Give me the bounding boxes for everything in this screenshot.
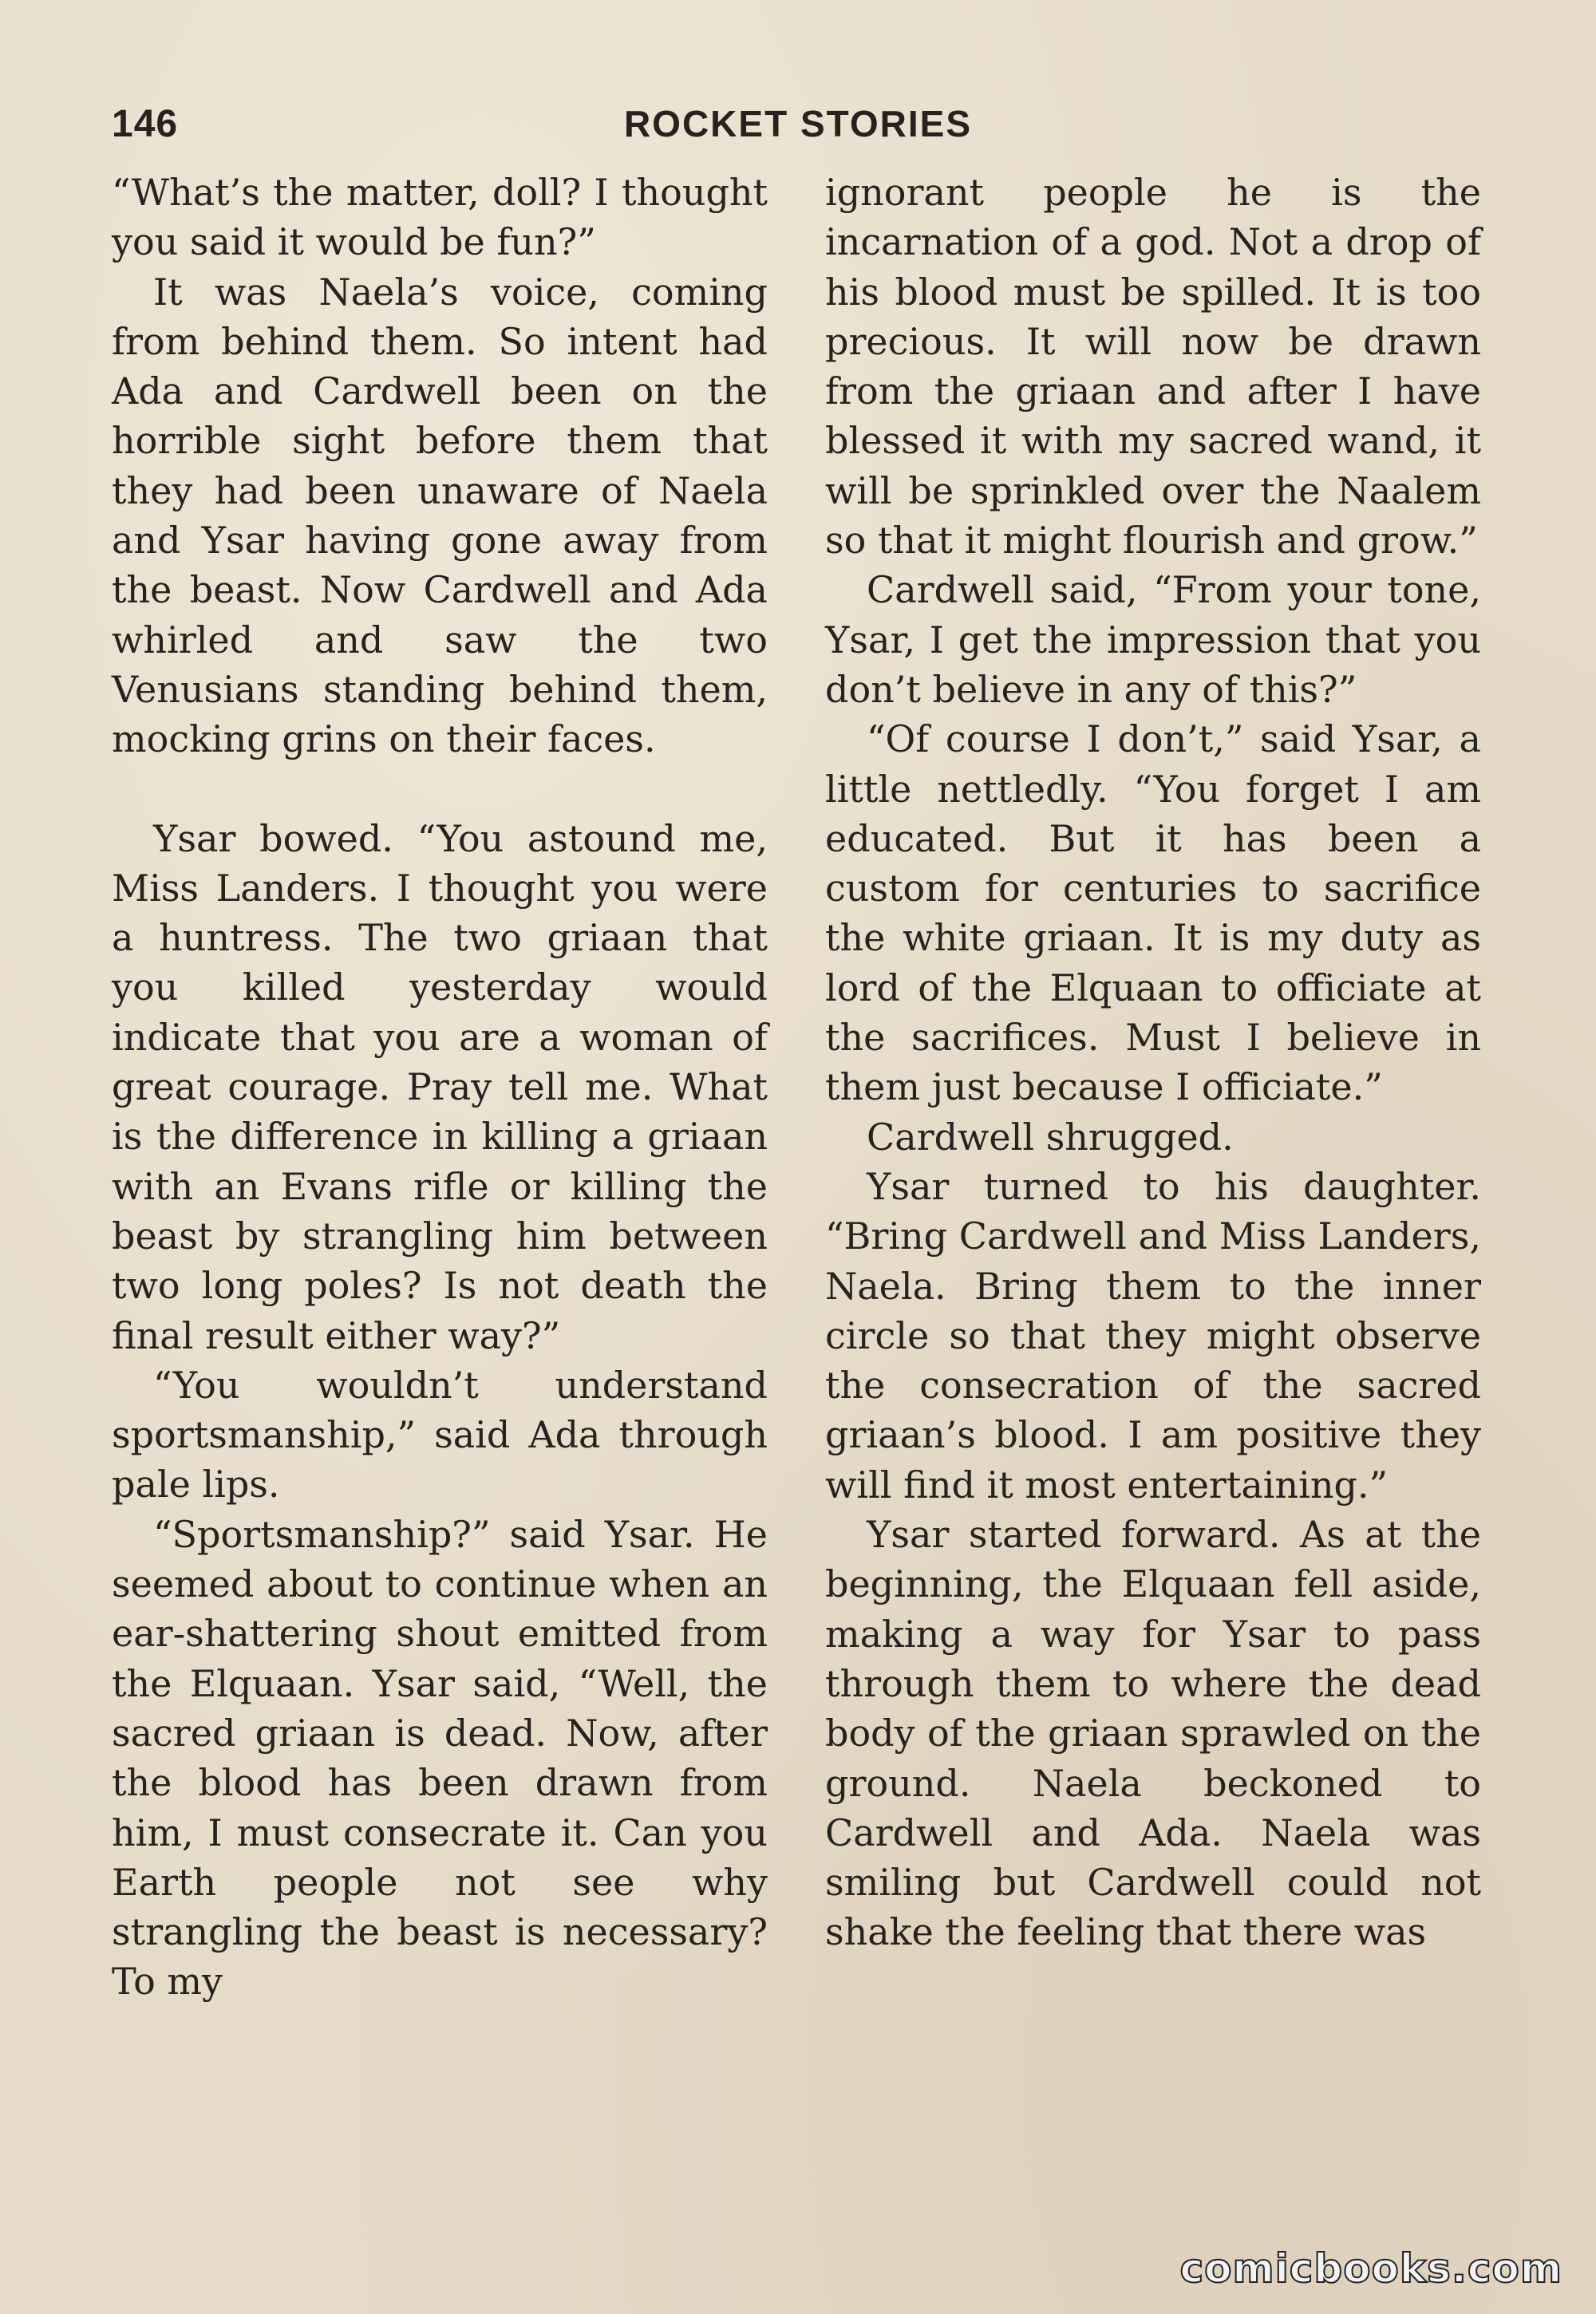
left-column (112, 168, 768, 2007)
paragraph: “Sportsmanship?” said Ysar. He seemed about to continue when an ear-shattering shout emitted from the Elquaan. Ysar said, “Well, the sacred griaan is dead. Now, after the blood has been drawn from him, I must consecrate it. Can you Earth people not see why strangling the beast is necessary? To my (112, 1512, 768, 2004)
section-break (112, 764, 768, 814)
paragraph: “What’s the matter, doll? I thought you said it would be fun?” (112, 171, 768, 264)
page-number: 146 (112, 103, 179, 145)
paragraph: Cardwell said, “From your tone, Ysar, I get the impression that you don’t believe in any of this?” (825, 568, 1481, 711)
paragraph: Ysar bowed. “You astound me, Miss Landers. I thought you were a huntress. The two griaan that you killed yesterday would indicate that you are a woman of great courage. Pray tell me. What is the difference in killing a griaan with an Evans rifle or killing the beast by strangling him between two long poles? Is not death the final result either way?” (112, 816, 768, 1357)
paragraph: ignorant people he is the incarnation of a god. Not a drop of his blood must be spilled. It is too precious. It will now be drawn from the griaan and after I have blessed it with my sacred wand, it will be sprinkled over the Naalem so that it might flourish and grow.” (825, 171, 1481, 563)
paragraph: Ysar started forward. As at the beginning, the Elquaan fell aside, making a way for Ysar to pass through them to where the dead body of the griaan sprawled on the ground. Naela beckoned to Cardwell and Ada. Naela was smiling but Cardwell could not shake the feeling that there was (825, 1513, 1481, 1954)
paragraph: “You wouldn’t understand sportsmanship,” said Ada through pale lips. (112, 1363, 768, 1506)
paragraph: It was Naela’s voice, coming from behind them. So intent had Ada and Cardwell been on the horrible sight before them that they had been unaware of Naela and Ysar having gone away from the beast. Now Cardwell and Ada whirled and saw the two Venusians standing behind them, mocking grins on their faces. (112, 270, 768, 761)
site-watermark: comicbooks.com (1179, 2245, 1562, 2292)
right-column (825, 168, 1481, 1957)
paragraph: Cardwell shrugged. (867, 1115, 1234, 1159)
paragraph: “Of course I don’t,” said Ysar, a little nettledly. “You forget I am educated. But it has been a custom for centuries to sacrifice the white griaan. It is my duty as lord of the Elquaan to officiate at the sacrifices. Must I believe in them just because I officiate.” (825, 717, 1481, 1109)
running-title: ROCKET STORIES (623, 103, 973, 144)
paragraph: Ysar turned to his daughter. “Bring Cardwell and Miss Landers, Naela. Bring them to the inner circle so that they might observe the consecration of the sacred griaan’s blood. I am positive they will find it most entertaining.” (825, 1164, 1481, 1506)
